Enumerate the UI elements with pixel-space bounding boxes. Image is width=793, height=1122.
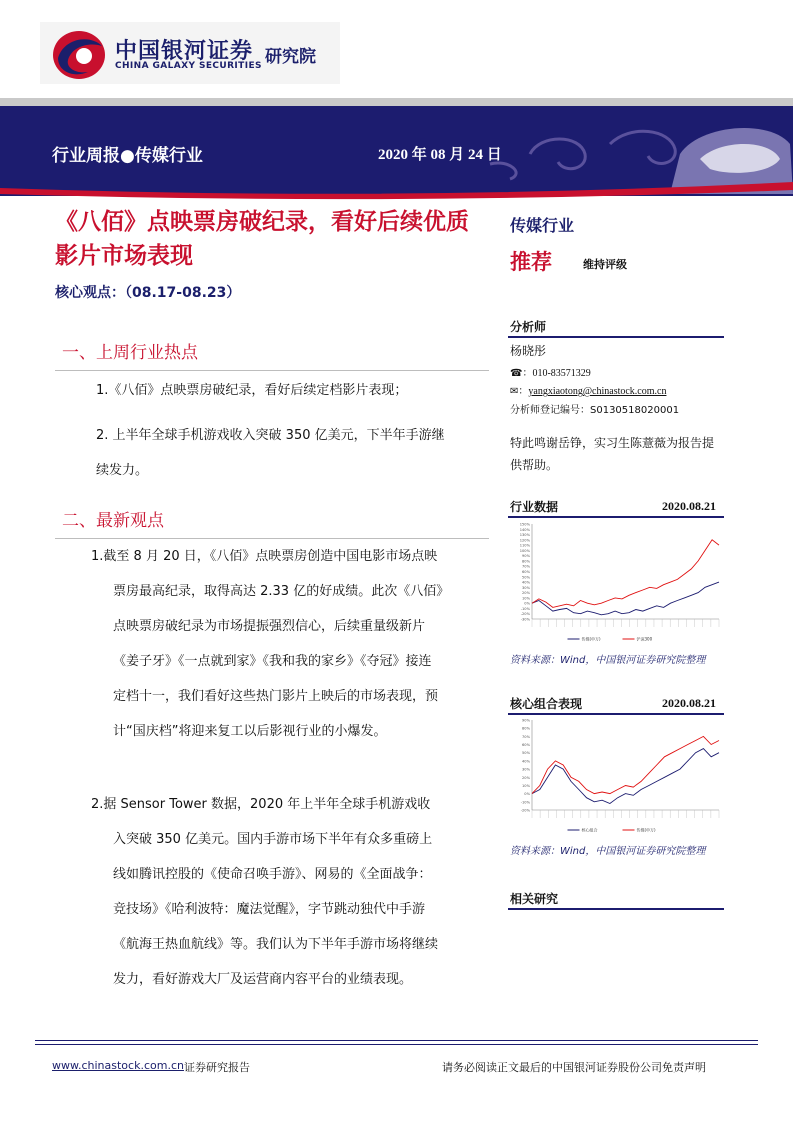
chart-y-tick-label: -30% (520, 617, 530, 622)
chart-y-tick-label: -10% (520, 800, 530, 805)
analyst-registration: 分析师登记编号：S0130518020001 (510, 405, 680, 416)
chart-y-tick-label: 0% (524, 792, 530, 797)
chart-y-tick-label: 10% (522, 783, 530, 788)
footer-divider-2 (35, 1044, 758, 1045)
industry-data-date: 2020.08.21 (662, 499, 716, 513)
chart-y-tick-label: 30% (522, 585, 530, 590)
sidebar-industry: 传媒行业 (510, 216, 575, 235)
chart-y-tick-label: 100% (519, 548, 530, 553)
footer-website-link[interactable]: www.chinastock.com.cn (52, 1059, 184, 1072)
core-portfolio-date: 2020.08.21 (662, 696, 716, 710)
chart-y-tick-label: 20% (522, 775, 530, 780)
chart-series-line-1 (532, 540, 719, 608)
core-view-label: 核心观点：（08.17-08.23） (55, 285, 241, 301)
section2-heading: 二、最新观点 (62, 511, 164, 531)
legend-label: 核心组合 (581, 827, 598, 833)
chart-y-tick-label: 80% (522, 726, 530, 731)
industry-chart-source: 资料来源：Wind，中国银河证券研究院整理 (510, 655, 706, 666)
institute-name: 研究院 (265, 47, 316, 67)
legend-label: 沪深300 (636, 636, 653, 642)
portfolio-chart (510, 716, 725, 836)
hotspot-item-1: 1.《八佰》点映票房破纪录，看好后续定档影片表现； (96, 383, 408, 398)
legend-label: 传媒(申万) (636, 827, 656, 833)
chart-y-tick-label: 90% (522, 718, 530, 723)
chart-y-tick-label: 0% (524, 601, 530, 606)
report-type: 行业周报●传媒行业 (52, 146, 203, 166)
logo-english: CHINA GALAXY SECURITIES (115, 61, 262, 71)
chart-y-tick-label: 120% (519, 538, 530, 543)
related-research-divider (508, 908, 724, 910)
section1-divider (55, 370, 489, 371)
chart-y-tick-label: 80% (522, 559, 530, 564)
analyst-name: 杨晓彤 (510, 344, 547, 358)
legend-label: 传媒(申万) (581, 636, 601, 642)
report-date: 2020 年 08 月 24 日 (378, 147, 502, 163)
chart-series-line-0 (532, 582, 719, 615)
chart-y-tick-label: 40% (522, 759, 530, 764)
chart-y-tick-label: 140% (519, 527, 530, 532)
chart-y-tick-label: 20% (522, 591, 530, 596)
logo-text: 中国银河证券 (115, 39, 254, 64)
chart-y-tick-label: -20% (520, 808, 530, 813)
related-research-heading: 相关研究 (510, 892, 559, 906)
core-portfolio-heading: 核心组合表现 (510, 697, 583, 711)
rating-note: 维持评级 (583, 258, 627, 271)
industry-data-divider (508, 516, 724, 518)
chart-y-tick-label: 70% (522, 564, 530, 569)
galaxy-logo-icon (50, 28, 108, 82)
footer-label: 证券研究报告 (184, 1062, 250, 1074)
chart-y-tick-label: 30% (522, 767, 530, 772)
chart-y-tick-label: 110% (519, 543, 530, 548)
chart-y-tick-label: -20% (520, 612, 530, 617)
chart-y-tick-label: 60% (522, 570, 530, 574)
chart-y-tick-label: 50% (522, 575, 530, 580)
rating: 推荐 (510, 250, 552, 274)
banner-red-swoosh (0, 180, 793, 200)
analyst-phone: ☎：010-83571329 (510, 368, 591, 379)
section1-heading: 一、上周行业热点 (62, 343, 198, 363)
chart-y-tick-label: -10% (520, 606, 530, 611)
viewpoint-item-1: 1.截至 8 月 20 日，《八佰》点映票房创造中国电影市场点映票房最高纪录，取得高达 2.33 亿的好成绩。此次《八佰》点映票房破纪录为市场提振强烈信心，后续重量级新片《姜子牙》《一点就到家》《我和我的家乡》《夺冠》接连定档十一，我们看好这些热门影片上映后的市场表现，预计“国庆档”将迎来复工以后影视行业的小爆发。 (91, 549, 443, 739)
hotspot-item-2: 2. 上半年全球手机游戏收入突破 350 亿美元，下半年手游继续发力。 (96, 428, 445, 478)
chart-y-tick-label: 10% (522, 596, 530, 601)
chart-y-tick-label: 90% (522, 554, 530, 559)
chart-series-line-1 (532, 736, 719, 793)
acknowledgement: 特此鸣谢岳铮，实习生陈薏薇为报告提供帮助。 (510, 436, 715, 472)
chart-y-tick-label: 150% (519, 522, 530, 527)
chart-y-tick-label: 70% (522, 734, 530, 739)
core-portfolio-divider (508, 713, 724, 715)
chart-y-tick-label: 40% (522, 580, 530, 585)
viewpoint-item-2: 2.据 Sensor Tower 数据，2020 年上半年全球手机游戏收入突破 350 亿美元。国内手游市场下半年有众多重磅上线如腾讯控股的《使命召唤手游》、网易的《全面战争：竞技场》《哈利波特：魔法觉醒》，字节跳动独代中手游《航海王热血航线》等。我们认为下半年手游市场将继续发力，看好游戏大厂及运营商内容平台的业绩表现。 (91, 797, 439, 987)
analyst-divider (508, 336, 724, 338)
report-title: 《八佰》点映票房破纪录，看好后续优质影片市场表现 (55, 209, 469, 269)
header-divider (0, 98, 793, 106)
footer-divider (35, 1040, 758, 1041)
chart-y-tick-label: 130% (519, 533, 530, 538)
chart-y-tick-label: 50% (522, 751, 530, 756)
chart-series-line-0 (532, 749, 719, 804)
analyst-email[interactable]: yangxiaotong@chinastock.com.cn (528, 386, 667, 397)
industry-chart (510, 520, 725, 645)
portfolio-chart-source: 资料来源：Wind，中国银河证券研究院整理 (510, 846, 706, 857)
industry-data-heading: 行业数据 (510, 500, 559, 514)
analyst-email-row (510, 382, 666, 397)
email-icon: ✉： (510, 386, 529, 397)
footer-disclaimer: 请务必阅读正文最后的中国银河证券股份公司免责声明 (442, 1062, 706, 1074)
analyst-heading: 分析师 (510, 320, 547, 334)
chart-y-tick-label: 60% (522, 743, 530, 748)
